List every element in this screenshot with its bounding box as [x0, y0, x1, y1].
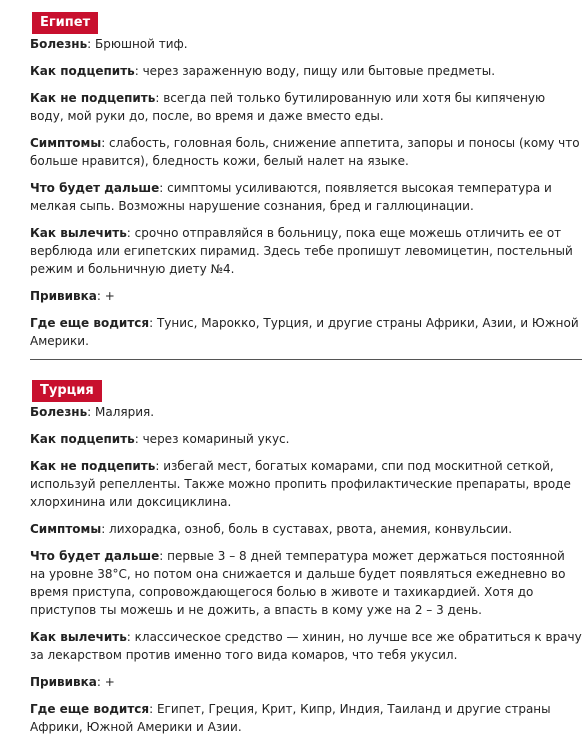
item-text: : слабость, головная боль, снижение аппетита, запоры и поносы (кому что больше нравится), бледность кожи, белый налет на языке. [30, 136, 580, 168]
item-text: : Тунис, Марокко, Турция, и другие страны Африки, Азии, и Южной Америки. [30, 316, 579, 348]
country-badge-turkey: Турция [32, 380, 102, 402]
item-label: Симптомы [30, 136, 102, 150]
item-text: : первые 3 – 8 дней температура может держаться постоянной на уровне 38°С, но потом она снижается и дальше будет появляться ежедневно во время приступа, сопровождающегося болью в животе и тахикардией. Хотя до приступов ты можешь и не дожить, а впасть в кому уже на 2 – 3 день. [30, 549, 566, 617]
item-label: Как не подцепить [30, 459, 156, 473]
item-label: Что будет дальше [30, 181, 160, 195]
section-egypt [30, 0, 582, 360]
treatment-line [30, 628, 582, 664]
disease-line [30, 403, 582, 421]
item-text: : срочно отправляйся в больницу, пока еще можешь отличить ее от верблюда или египетских пирамид. Здесь тебе пропишут левомицетин, постельный режим и больничную диету №4. [30, 226, 573, 276]
item-label: Где еще водится [30, 702, 150, 716]
item-text: : через зараженную воду, пищу или бытовые предметы. [134, 64, 496, 78]
item-label: Как подцепить [30, 432, 135, 446]
item-label: Болезнь [30, 405, 88, 419]
section-turkey [30, 360, 582, 736]
how-to-avoid-line [30, 457, 582, 511]
symptoms-line [30, 520, 582, 538]
item-text: : через комариный укус. [134, 432, 290, 446]
item-label: Что будет дальше [30, 549, 160, 563]
what-next-line [30, 547, 582, 619]
vaccine-line [30, 673, 582, 691]
item-text: : Брюшной тиф. [87, 37, 188, 51]
item-text: : + [96, 675, 115, 689]
where-else-line [30, 700, 582, 736]
item-label: Где еще водится [30, 316, 150, 330]
item-text: : всегда пей только бутилированную или хотя бы кипяченую воду, мой руки до, после, во время и даже вместо еды. [30, 91, 546, 123]
item-label: Как подцепить [30, 64, 135, 78]
article [30, 0, 582, 745]
how-to-catch-line [30, 430, 582, 448]
item-text: : симптомы усиливаются, появляется высокая температура и мелкая сыпь. Возможны нарушение сознания, бред и галлюцинации. [30, 181, 552, 213]
item-text: : + [96, 289, 115, 303]
item-text: : классическое средство — хинин, но лучше все же обратиться к врачу за лекарством против именно того вида комаров, что тебя укусил. [30, 630, 582, 662]
item-label: Как вылечить [30, 630, 127, 644]
country-badge-egypt: Египет [32, 12, 98, 34]
item-label: Симптомы [30, 522, 102, 536]
item-label: Как не подцепить [30, 91, 156, 105]
item-label: Болезнь [30, 37, 88, 51]
item-label: Как вылечить [30, 226, 127, 240]
treatment-line [30, 224, 582, 278]
item-label: Прививка [30, 289, 97, 303]
item-text: : лихорадка, озноб, боль в суставах, рвота, анемия, конвульсии. [101, 522, 513, 536]
item-label: Прививка [30, 675, 97, 689]
item-text: : избегай мест, богатых комарами, спи под москитной сеткой, используй репелленты. Также можно пропить профилактические препараты, вроде хлорхинина или доксициклина. [30, 459, 571, 509]
disease-line [30, 35, 582, 53]
how-to-catch-line [30, 62, 582, 80]
how-to-avoid-line [30, 89, 582, 125]
where-else-line [30, 314, 582, 350]
item-text: : Малярия. [87, 405, 155, 419]
symptoms-line [30, 134, 582, 170]
what-next-line [30, 179, 582, 215]
item-text: : Египет, Греция, Крит, Кипр, Индия, Таиланд и другие страны Африки, Южной Америки и Азии. [30, 702, 551, 734]
vaccine-line [30, 287, 582, 305]
